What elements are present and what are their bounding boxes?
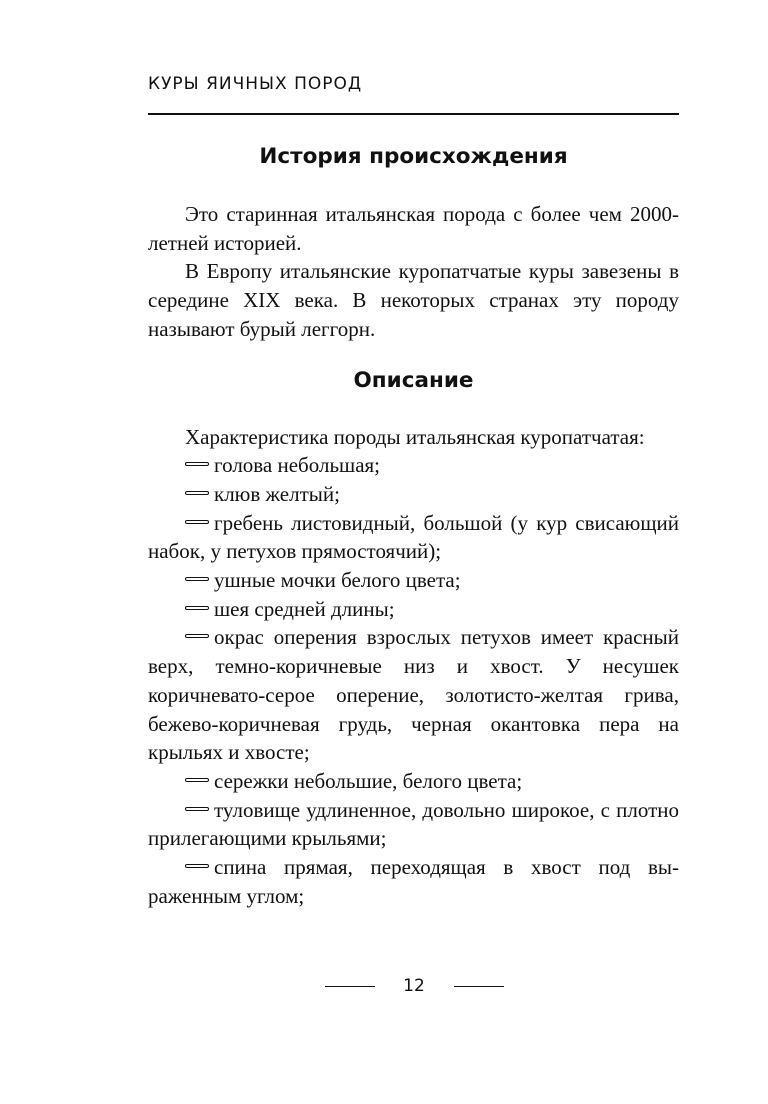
dash-bullet-icon <box>185 606 209 610</box>
list-item-text: туловище удлиненное, довольно широкое, с плотно прилегающими крыльями; <box>148 797 679 851</box>
dash-bullet-icon <box>185 634 209 638</box>
list-item-text: ушные мочки белого цвета; <box>214 568 461 593</box>
list-item-text: голова небольшая; <box>214 453 381 478</box>
dash-bullet-icon <box>185 577 209 581</box>
list-item <box>148 796 679 853</box>
list-item <box>148 853 679 910</box>
list-item-text: сережки небольшие, белого цвета; <box>214 768 523 793</box>
dash-bullet-icon <box>185 778 209 782</box>
list-item-text: спина прямая, переходящая в хвост под выраженным углом; <box>148 855 679 908</box>
list-item-text: гребень листовидный, большой (у кур свисающий набок, у петухов прямостоячий); <box>148 510 679 564</box>
history-paragraph-2: В Европу итальянские куропатчатые куры завезены в середине XIX века. В некоторых странах эту породу называют бурый леггорн. <box>148 259 679 341</box>
header-rule <box>148 113 679 115</box>
list-item <box>148 509 679 566</box>
history-paragraph-1: Это старинная итальянская порода с более чем 2000-летней историей. <box>148 202 679 255</box>
dash-bullet-icon <box>185 491 209 495</box>
footer-rule-left <box>325 986 375 987</box>
list-item <box>148 451 679 480</box>
page-number: 12 <box>403 976 425 996</box>
list-item-text: шея средней длины; <box>214 596 395 621</box>
section-heading-history: История происхождения <box>259 144 568 169</box>
characteristics-list <box>148 451 679 910</box>
footer-rule-right <box>454 986 504 987</box>
page-footer <box>0 975 768 999</box>
list-item <box>148 623 679 767</box>
section-heading-description: Описание <box>353 367 474 393</box>
description-intro: Характеристика породы итальянская куропатчатая: <box>185 424 645 449</box>
page-body <box>148 142 679 910</box>
running-header: КУРЫ ЯИЧНЫХ ПОРОД <box>148 74 363 94</box>
list-item-text: окрас оперения взрослых петухов имеет красный верх, темно-коричневые низ и хвост. У несушек коричневато-серое оперение, золотисто-желтая грива, бежево-коричневая грудь, черная окантовка пера на крыльях и хвосте; <box>148 625 679 765</box>
list-item <box>148 480 679 509</box>
list-item-text: клюв желтый; <box>214 481 340 506</box>
dash-bullet-icon <box>185 807 209 811</box>
dash-bullet-icon <box>185 462 209 466</box>
dash-bullet-icon <box>185 864 209 868</box>
list-item <box>148 767 679 796</box>
list-item <box>148 566 679 595</box>
dash-bullet-icon <box>185 520 209 524</box>
list-item <box>148 595 679 624</box>
